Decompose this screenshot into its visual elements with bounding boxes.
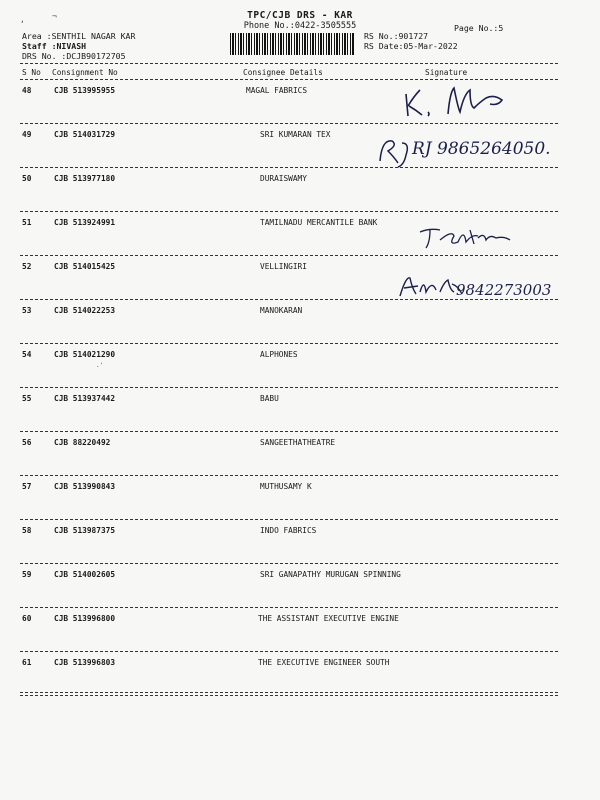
signature-row-48 <box>398 84 513 124</box>
handwritten-phone-row-49: RJ 9865264050. <box>412 139 551 159</box>
table-row <box>0 306 600 350</box>
column-header-divider <box>20 79 558 80</box>
row-consignee: SRI GANAPATHY MURUGAN SPINNING <box>260 570 401 579</box>
row-divider <box>20 299 558 300</box>
row-consignment: CJB 514031729 <box>54 130 116 139</box>
row-divider <box>20 563 558 564</box>
row-consignee: THE EXECUTIVE ENGINEER SOUTH <box>258 658 390 667</box>
column-header-consignee: Consignee Details <box>243 68 323 77</box>
row-consignment: CJB 514021290 <box>54 350 116 359</box>
row-consignment: CJB 513977180 <box>54 174 116 183</box>
barcode <box>230 33 355 55</box>
row-divider <box>20 695 558 696</box>
row-sno: 59 <box>22 570 32 579</box>
row-divider <box>20 211 558 212</box>
row-consignee: BABU <box>260 394 279 403</box>
row-sno: 52 <box>22 262 32 271</box>
row-consignment: CJB 513987375 <box>54 526 116 535</box>
rs-number: RS No.:901727 <box>364 31 429 41</box>
row-sno: 51 <box>22 218 32 227</box>
rs-date: RS Date:05-Mar-2022 <box>364 41 458 51</box>
table-row <box>0 526 600 570</box>
row-divider <box>20 255 558 256</box>
row-consignee: INDO FABRICS <box>260 526 317 535</box>
header-divider <box>20 63 558 64</box>
scan-mark: ¬ <box>52 12 57 21</box>
row-consignment: CJB 513995955 <box>54 86 116 95</box>
row-consignee: DURAISWAMY <box>260 174 307 183</box>
row-consignee: SRI KUMARAN TEX <box>260 130 331 139</box>
row-divider <box>20 475 558 476</box>
row-divider <box>20 519 558 520</box>
row-sno: 55 <box>22 394 32 403</box>
row-sno: 48 <box>22 86 32 95</box>
table-row <box>0 174 600 218</box>
table-row <box>0 350 600 394</box>
row-consignment: CJB 514022253 <box>54 306 116 315</box>
column-header-consignment: Consignment No <box>52 68 118 77</box>
row-sno: 54 <box>22 350 32 359</box>
row-consignee: TAMILNADU MERCANTILE BANK <box>260 218 378 227</box>
column-header-signature: Signature <box>425 68 468 77</box>
scan-mark: .' <box>96 362 104 369</box>
row-consignment: CJB 513996800 <box>54 614 116 623</box>
row-divider <box>20 607 558 608</box>
row-sno: 60 <box>22 614 32 623</box>
row-consignment: CJB 513996803 <box>54 658 116 667</box>
row-consignment: CJB 513924991 <box>54 218 116 227</box>
row-sno: 49 <box>22 130 32 139</box>
drs-number: DRS No. :DCJB90172705 <box>22 51 126 61</box>
row-consignment: CJB 88220492 <box>54 438 111 447</box>
table-row <box>0 614 600 658</box>
row-divider <box>20 651 558 652</box>
row-sno: 58 <box>22 526 32 535</box>
table-row <box>0 438 600 482</box>
row-sno: 53 <box>22 306 32 315</box>
row-consignment: CJB 513937442 <box>54 394 116 403</box>
row-sno: 56 <box>22 438 32 447</box>
row-divider <box>20 431 558 432</box>
row-consignee: VELLINGIRI <box>260 262 307 271</box>
table-row <box>0 570 600 614</box>
table-row <box>0 658 600 702</box>
row-sno: 50 <box>22 174 32 183</box>
table-row <box>0 394 600 438</box>
row-consignment: CJB 514002605 <box>54 570 116 579</box>
table-row <box>0 482 600 526</box>
row-consignee: ALPHONES <box>260 350 298 359</box>
staff-label: Staff :NIVASH <box>22 41 87 51</box>
handwritten-phone-row-52: 9842273003 <box>456 281 552 299</box>
row-consignee: MAGAL FABRICS <box>246 86 308 95</box>
row-consignment: CJB 513990843 <box>54 482 116 491</box>
column-header-sno: S No <box>22 68 41 77</box>
row-consignee: THE ASSISTANT EXECUTIVE ENGINE <box>258 614 399 623</box>
row-divider <box>20 343 558 344</box>
row-consignment: CJB 514015425 <box>54 262 116 271</box>
signature-row-51 <box>418 224 518 254</box>
phone-number: Phone No.:0422-3505555 <box>243 21 357 31</box>
footer-divider <box>20 692 558 693</box>
document-title: TPC/CJB DRS - KAR <box>247 10 353 21</box>
row-consignee: MUTHUSAMY K <box>260 482 312 491</box>
row-divider <box>20 387 558 388</box>
row-consignee: MANOKARAN <box>260 306 303 315</box>
scan-mark: , <box>20 15 25 24</box>
page-number: Page No.:5 <box>454 23 504 33</box>
row-consignee: SANGEETHATHEATRE <box>260 438 336 447</box>
row-sno: 61 <box>22 658 32 667</box>
area-label: Area :SENTHIL NAGAR KAR <box>22 31 136 41</box>
row-sno: 57 <box>22 482 32 491</box>
